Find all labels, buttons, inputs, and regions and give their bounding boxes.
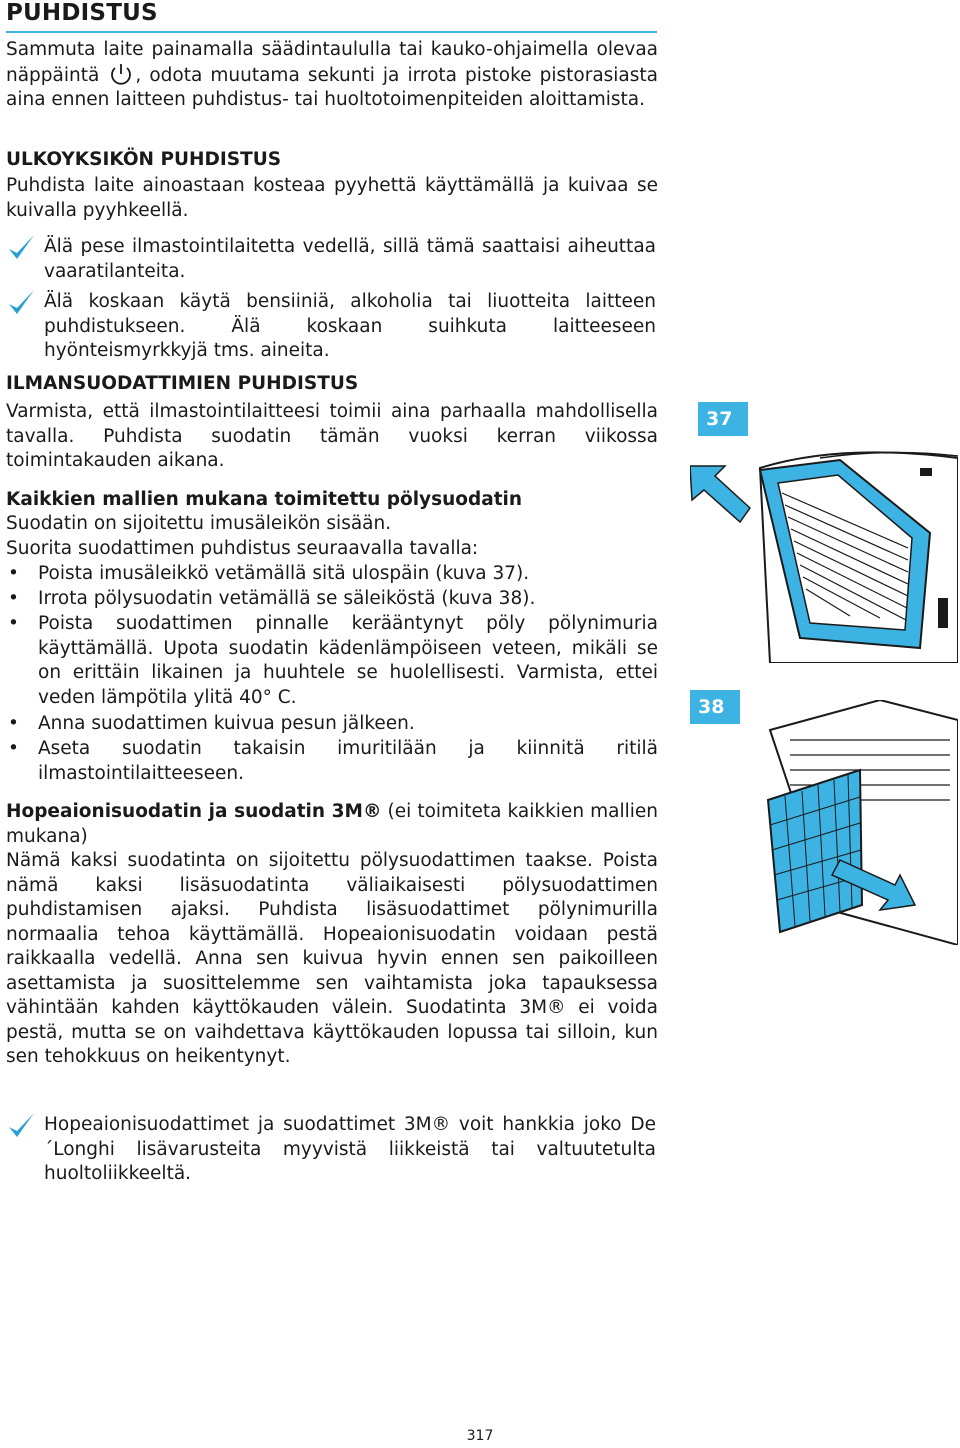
page-number: 317 xyxy=(466,1428,494,1444)
outdoor-check-2-text: Älä koskaan käytä bensiiniä, alkoholia tai liuotteita laitteen puhdistukseen. Älä koskaan suihkuta laitteeseen hyönteismyrkkyjä tms. aineita. xyxy=(44,291,656,361)
silver-check-text: Hopeaionisuodattimet ja suodattimet 3M® voit hankkia joko De´Longhi lisävarusteita myyvistä liikkeistä tai valtuutetulta huoltoliikkeeltä. xyxy=(44,1114,656,1184)
checkmark-icon xyxy=(6,233,36,263)
outdoor-text: Puhdista laite ainoastaan kosteaa pyyhettä käyttämällä ja kuivaa se kuivalla pyyhkeellä. xyxy=(6,175,658,221)
bullet-icon: • xyxy=(8,738,19,759)
outdoor-heading: ULKOYKSIKÖN PUHDISTUS xyxy=(6,149,282,170)
outdoor-check-1-text: Älä pese ilmastointilaitetta vedellä, sillä tämä saattaisi aiheuttaa vaaratilanteita. xyxy=(44,236,656,282)
power-icon xyxy=(107,63,135,85)
outdoor-check-2 xyxy=(4,290,656,364)
dust-line-2: Suorita suodattimen puhdistus seuraavalla tavalla: xyxy=(6,538,479,559)
bullet-icon: • xyxy=(8,588,19,609)
filters-heading: ILMANSUODATTIMIEN PUHDISTUS xyxy=(6,373,359,394)
list-item-text: Irrota pölysuodatin vetämällä se säleiköstä (kuva 38). xyxy=(38,588,536,609)
dust-heading: Kaikkien mallien mukana toimitettu pölysuodatin xyxy=(6,489,523,510)
page-title: PUHDISTUS xyxy=(6,0,158,26)
list-item-text: Anna suodattimen kuivua pesun jälkeen. xyxy=(38,713,415,734)
dust-line-1: Suodatin on sijoitettu imusäleikön sisään. xyxy=(6,513,392,534)
silver-heading-bold: Hopeaionisuodatin ja suodatin 3M® xyxy=(6,801,382,822)
checkmark-icon xyxy=(6,288,36,318)
figure-37-badge: 37 xyxy=(698,402,748,436)
silver-heading xyxy=(6,800,658,849)
figure-38-illustration xyxy=(690,700,958,945)
list-item xyxy=(6,712,658,737)
filters-text: Varmista, että ilmastointilaitteesi toimii aina parhaalla mahdollisella tavalla. Puhdista suodatin tämän vuoksi kerran viikossa toimintakauden aikana. xyxy=(6,401,658,471)
list-item-text: Poista imusäleikkö vetämällä sitä ulospäin (kuva 37). xyxy=(38,563,530,584)
figure-37-illustration xyxy=(690,448,958,663)
bullet-icon: • xyxy=(8,713,19,734)
list-item-text: Aseta suodatin takaisin imuritilään ja kiinnitä ritilä ilmastointilaitteeseen. xyxy=(38,738,658,784)
list-item xyxy=(6,612,658,710)
silver-heading-rest: (ei toimiteta kaikkien mallien mukana) xyxy=(6,801,658,847)
silver-check xyxy=(4,1113,656,1187)
intro-paragraph xyxy=(6,38,658,113)
title-rule xyxy=(6,31,657,33)
list-item xyxy=(6,587,658,612)
outdoor-check-1 xyxy=(4,235,656,284)
list-item xyxy=(6,562,658,587)
bullet-icon: • xyxy=(8,563,19,584)
bullet-icon: • xyxy=(8,613,19,634)
list-item-text: Poista suodattimen pinnalle kerääntynyt pöly pölynimuria käyttämällä. Upota suodatin kädenlämpöiseen veteen, mikäli se on erittäin likainen ja huuhtele se huolellisesti. Varmista, ettei veden lämpötila ylitä 40° C. xyxy=(38,613,658,708)
figure-38-badge: 38 xyxy=(690,690,740,724)
silver-paragraph: Nämä kaksi suodatinta on sijoitettu pölysuodattimen taakse. Poista nämä kaksi lisäsuodatinta väliaikaisesti pölysuodattimen puhdistamisen ajaksi. Puhdista lisäsuodattimet pölynimurilla normaalia tehoa käyttämällä. Hopeaionisuodatin voidaan pestä raikkaalla vedellä. Anna sen kuivua hyvin ennen sen paikoilleen asettamista ja suosittelemme sen vaihtamista joka tapauksessa vähintään kahden käyttökauden välein. Suodatinta 3M® ei voida pestä, mutta se on vaihdettava käyttökauden lopussa tai silloin, kun sen tehokkuus on heikentynyt. xyxy=(6,850,658,1067)
intro-text-before: Sammuta laite painamalla säädintaululla tai kauko-ohjaimella olevaa näppäintä xyxy=(6,39,658,86)
checkmark-icon xyxy=(6,1111,36,1141)
intro-text-after: , odota muutama sekunti ja irrota pistoke pistorasiasta aina ennen laitteen puhdistus- tai huoltotoimenpiteiden aloittamista. xyxy=(6,64,658,110)
list-item xyxy=(6,737,658,786)
